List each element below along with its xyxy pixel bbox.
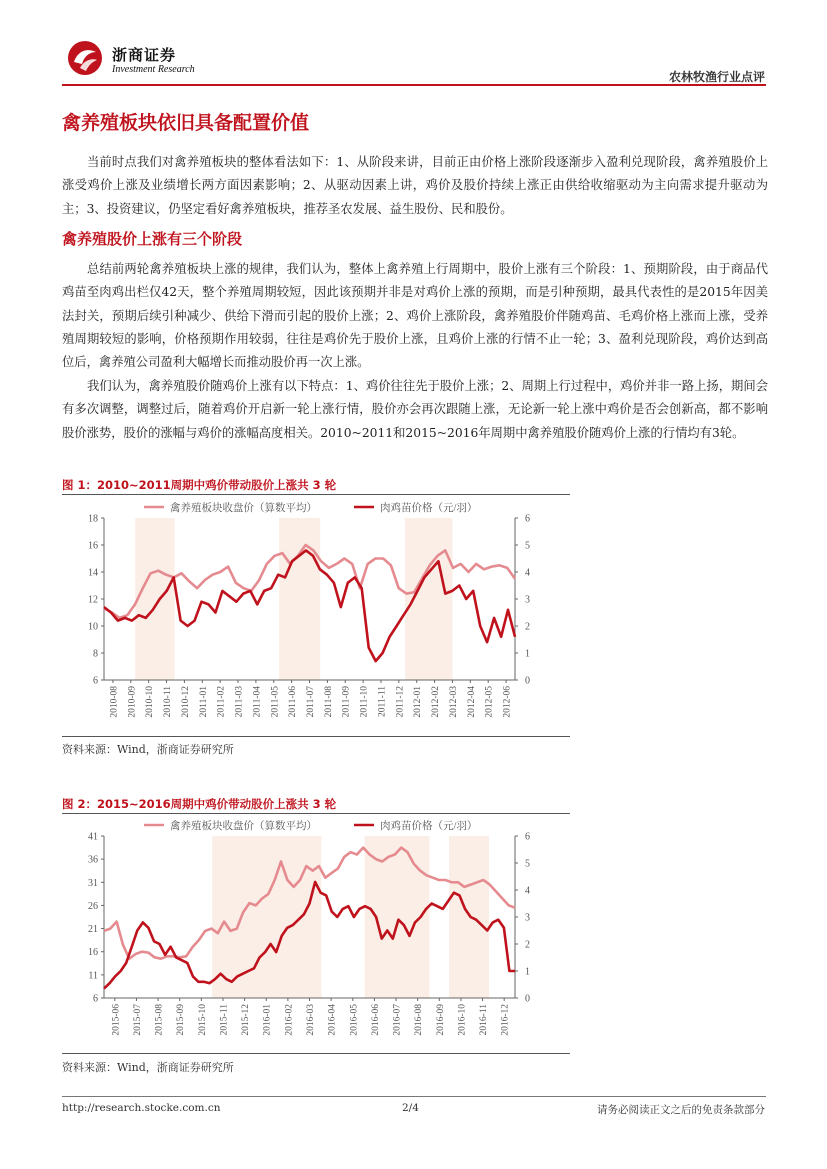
- left-tick-label: 41: [88, 831, 98, 843]
- footer-disclaimer: 请务必阅读正文之后的免责条款部分: [597, 1104, 765, 1116]
- figure-2-source: 资料来源：Wind，浙商证券研究所: [62, 1061, 234, 1074]
- footer-rule: [62, 1096, 766, 1097]
- left-tick-label: 18: [88, 513, 98, 525]
- figure-1-bottom-rule: [62, 736, 570, 737]
- x-tick-label: 2012-05: [484, 686, 495, 718]
- x-tick-label: 2015-07: [132, 1004, 143, 1036]
- figure-2-top-rule: [62, 813, 570, 814]
- x-tick-label: 2016-08: [414, 1004, 425, 1036]
- right-tick-label: 3: [525, 594, 530, 606]
- logo-icon: [66, 40, 104, 76]
- phase-band-1: [135, 518, 174, 680]
- x-tick-label: 2010-10: [145, 686, 156, 718]
- right-tick-label: 2: [525, 939, 530, 951]
- x-tick-label: 2016-03: [306, 1004, 316, 1036]
- x-tick-label: 2010-09: [127, 686, 138, 718]
- legend-label-stock: 禽养殖板块收盘价（算数平均）: [170, 821, 317, 832]
- x-tick-label: 2016-05: [349, 1004, 360, 1036]
- left-tick-label: 31: [88, 877, 98, 889]
- logo-text: 浙商证券: [112, 46, 177, 64]
- figure-2-chart: [62, 818, 570, 1050]
- x-tick-label: 2015-08: [154, 1004, 165, 1036]
- x-tick-label: 2011-11: [377, 686, 388, 717]
- section-paragraph: 当前时点我们对禽养殖板块的整体看法如下：1、从阶段来讲，目前正由价格上涨阶段逐渐步入盈利兑现阶段，禽养殖股价上涨受鸡价上涨及业绩增长两方面因素影响；2、从驱动因素上讲，鸡价及股价持续上涨正由供给收缩驱动为主向需求提升驱动为主；3、投资建议，仍坚定看好禽养殖板块，推荐圣农发展、益生股份、民和股份。: [62, 155, 768, 216]
- x-tick-label: 2016-09: [435, 1004, 446, 1036]
- x-tick-label: 2016-12: [500, 1004, 511, 1036]
- figure-1-chart: [62, 500, 570, 732]
- left-tick-label: 14: [88, 567, 98, 579]
- x-tick-label: 2016-11: [479, 1004, 490, 1036]
- x-tick-label: 2011-09: [341, 686, 352, 718]
- x-tick-label: 2011-06: [288, 686, 299, 718]
- phase-band-1: [212, 836, 321, 998]
- x-tick-label: 2016-07: [392, 1004, 403, 1036]
- x-tick-label: 2015-10: [197, 1004, 208, 1036]
- x-tick-label: 2011-01: [198, 686, 209, 718]
- report-type: 农林牧渔行业点评: [668, 70, 765, 84]
- x-tick-label: 2012-03: [448, 686, 459, 718]
- left-tick-label: 12: [88, 594, 98, 606]
- x-tick-label: 2015-11: [219, 1004, 230, 1036]
- right-tick-label: 3: [525, 912, 530, 924]
- x-tick-label: 2012-06: [502, 686, 513, 718]
- left-tick-label: 26: [88, 900, 98, 912]
- x-tick-label: 2012-04: [466, 686, 477, 718]
- x-tick-label: 2011-07: [306, 686, 316, 718]
- x-tick-label: 2010-11: [163, 686, 174, 718]
- x-tick-label: 2016-02: [284, 1004, 295, 1036]
- x-tick-label: 2012-01: [413, 686, 424, 718]
- header-rule: [62, 84, 766, 86]
- right-tick-label: 1: [525, 966, 530, 978]
- subsection-title: 禽养殖股价上涨有三个阶段: [62, 230, 243, 248]
- figure-1-top-rule: [62, 494, 570, 495]
- x-tick-label: 2016-10: [457, 1004, 468, 1036]
- x-tick-label: 2016-06: [370, 1004, 381, 1036]
- x-tick-label: 2010-08: [109, 686, 120, 718]
- subsection-paragraph-2: 我们认为，禽养殖股价随鸡价上涨有以下特点：1、鸡价往往先于股价上涨；2、周期上行过程中，鸡价并非一路上扬，期间会有多次调整，调整过后，随着鸡价开启新一轮上涨行情，股价亦会再次跟随上涨，无论新一轮上涨中鸡价是否会创新高，都不影响股价涨势，股价的涨幅与鸡价的涨幅高度相关。2010~2011和2015~2016年周期中禽养殖股价随鸡价上涨的行情均有3轮。: [62, 379, 768, 440]
- right-tick-label: 0: [525, 675, 530, 687]
- figure-1-title: 图 1：2010~2011周期中鸡价带动股价上涨共 3 轮: [62, 478, 337, 492]
- left-tick-label: 10: [88, 621, 98, 633]
- right-tick-label: 6: [525, 831, 530, 843]
- footer-url[interactable]: http://research.stocke.com.cn: [62, 1102, 221, 1114]
- legend-label-stock: 禽养殖板块收盘价（算数平均）: [170, 503, 317, 514]
- x-tick-label: 2011-12: [395, 686, 406, 718]
- x-tick-label: 2011-04: [252, 686, 263, 718]
- left-tick-label: 21: [88, 924, 98, 936]
- x-tick-label: 2015-06: [111, 1004, 122, 1036]
- x-tick-label: 2011-03: [234, 686, 245, 718]
- subsection-paragraph-1: 总结前两轮禽养殖板块上涨的规律，我们认为，整体上禽养殖上行周期中，股价上涨有三个阶段：1、预期阶段，由于商品代鸡苗至肉鸡出栏仅42天，整个养殖周期较短，因此该预期并非是对鸡价上涨的预期，而是引种预期，最具代表性的是2015年因美法封关，预期后续引种减少、供给下滑而引起的股价上涨；2、鸡价上涨阶段，禽养殖股价伴随鸡苗、毛鸡价格上涨而上涨，受养殖周期较短的影响，价格预期作用较弱，往往是鸡价先于股价上涨，且鸡价上涨的行情不止一轮；3、盈利兑现阶段，鸡价达到高位后，禽养殖公司盈利大幅增长而推动股价再一次上涨。: [62, 262, 768, 370]
- right-tick-label: 2: [525, 621, 530, 633]
- x-tick-label: 2015-09: [176, 1004, 187, 1036]
- x-tick-label: 2011-10: [359, 686, 370, 718]
- x-tick-label: 2015-12: [241, 1004, 252, 1036]
- figure-2-bottom-rule: [62, 1053, 570, 1054]
- x-tick-label: 2010-12: [180, 686, 191, 718]
- right-tick-label: 6: [525, 513, 530, 525]
- x-tick-label: 2011-08: [323, 686, 334, 718]
- left-tick-label: 6: [93, 675, 98, 687]
- x-tick-label: 2011-02: [216, 686, 227, 718]
- x-tick-label: 2016-01: [262, 1004, 273, 1036]
- left-tick-label: 11: [88, 970, 98, 982]
- right-tick-label: 5: [525, 540, 530, 552]
- left-tick-label: 8: [93, 648, 98, 660]
- page-number: 2/4: [402, 1102, 419, 1114]
- left-tick-label: 36: [88, 854, 98, 866]
- legend-label-chick: 肉鸡苗价格（元/羽）: [380, 503, 478, 514]
- phase-band-2: [279, 518, 320, 680]
- right-tick-label: 1: [525, 648, 530, 660]
- left-tick-label: 16: [88, 947, 98, 959]
- x-tick-label: 2011-05: [270, 686, 281, 718]
- legend-label-chick: 肉鸡苗价格（元/羽）: [380, 821, 478, 832]
- right-tick-label: 4: [525, 885, 530, 897]
- right-tick-label: 4: [525, 567, 530, 579]
- section-title: 禽养殖板块依旧具备配置价值: [62, 112, 310, 134]
- figure-1-source: 资料来源：Wind，浙商证券研究所: [62, 743, 234, 756]
- x-tick-label: 2016-04: [327, 1004, 338, 1036]
- figure-2-title: 图 2：2015~2016周期中鸡价带动股价上涨共 3 轮: [62, 797, 337, 811]
- right-tick-label: 0: [525, 993, 530, 1005]
- left-tick-label: 6: [93, 993, 98, 1005]
- left-tick-label: 16: [88, 540, 98, 552]
- x-tick-label: 2012-02: [431, 686, 442, 718]
- right-tick-label: 5: [525, 858, 530, 870]
- logo-subtext: Investment Research: [112, 64, 195, 75]
